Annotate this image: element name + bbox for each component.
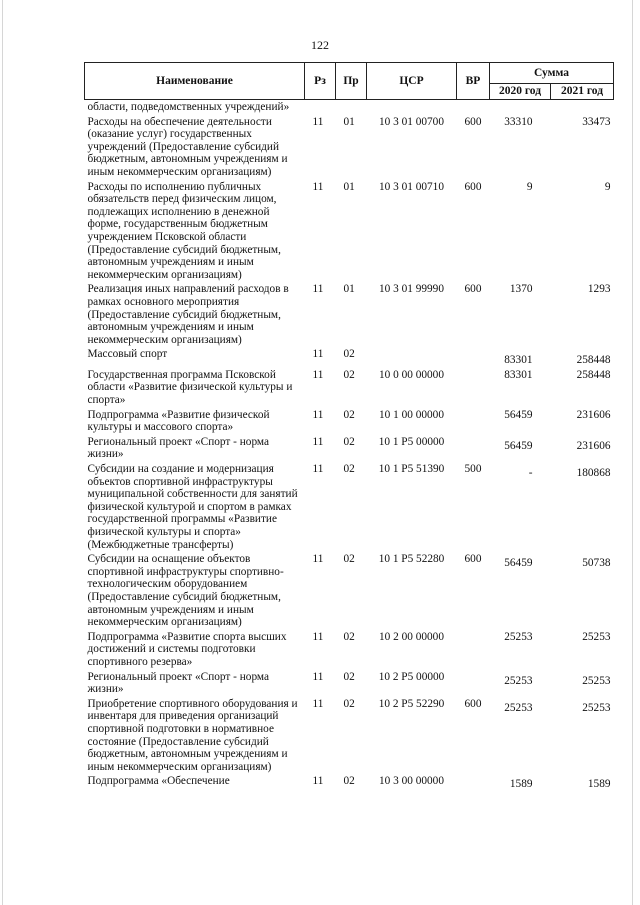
- row-sum-2021: 231606: [576, 408, 611, 421]
- row-rz: 11: [312, 630, 324, 643]
- row-rz: 11: [312, 115, 324, 128]
- row-sum-2021: 180868: [576, 467, 611, 480]
- row-pr: 02: [343, 368, 355, 381]
- row-sum-2020: 83301: [504, 368, 533, 381]
- row-csr: 10 3 01 99990: [379, 283, 444, 296]
- row-vr: [457, 408, 490, 435]
- row-rz: 11: [312, 697, 324, 710]
- table-row: [85, 670, 614, 697]
- row-csr: 10 2 P5 52290: [378, 697, 445, 710]
- row-sum-2020: 56459: [504, 408, 533, 421]
- row-sum-2021: 1589: [587, 778, 611, 791]
- page-edge-right: [632, 0, 633, 905]
- row-csr: [367, 100, 457, 115]
- row-sum-2021: 9: [604, 180, 611, 193]
- table-row: [85, 282, 614, 347]
- row-pr: 02: [343, 697, 355, 710]
- row-pr: 02: [343, 670, 355, 683]
- row-vr: [457, 347, 490, 368]
- row-vr: [457, 630, 490, 670]
- row-sum-2021: 50738: [582, 557, 611, 570]
- row-rz: [305, 100, 336, 115]
- row-name: Массовый спорт: [87, 348, 168, 361]
- row-csr: 10 2 00 00000: [379, 630, 444, 643]
- row-rz: 11: [312, 670, 324, 683]
- row-sum-2020: 9: [526, 180, 533, 193]
- row-sum-2021: [551, 100, 614, 115]
- header-csr: ЦСР: [367, 63, 457, 100]
- row-name: Реализация иных направлений расходов в рамках основного мероприятия (Предоставление субсидий бюджетным, автономным учреждениям и иным некоммерческим организациям): [87, 283, 289, 346]
- row-vr: [457, 100, 490, 115]
- row-vr: 600: [464, 115, 482, 128]
- row-name: Государственная программа Псковской области «Развитие физической культуры и спорта»: [87, 368, 293, 407]
- header-name: Наименование: [85, 63, 305, 100]
- row-name: области, подведомственных учреждений»: [87, 101, 290, 113]
- row-pr: 02: [343, 553, 355, 566]
- table-row: [85, 115, 614, 180]
- page-edge-left: [2, 0, 3, 905]
- row-vr: [457, 435, 490, 462]
- row-csr: 10 0 00 00000: [379, 368, 444, 381]
- row-sum-2020: [490, 100, 551, 115]
- row-pr: 02: [343, 775, 355, 788]
- row-rz: 11: [312, 283, 324, 296]
- row-sum-2020: 1370: [509, 283, 533, 296]
- row-vr: [457, 774, 490, 792]
- row-sum-2020: -: [528, 467, 533, 480]
- table-row: [85, 368, 614, 408]
- row-name: Подпрограмма «Обеспечение: [87, 775, 230, 788]
- row-rz: 11: [312, 180, 324, 193]
- table-row: [85, 435, 614, 462]
- row-pr: 01: [343, 283, 355, 296]
- row-rz: 11: [312, 435, 324, 448]
- row-pr: 02: [343, 408, 355, 421]
- row-sum-2020: 33310: [504, 115, 533, 128]
- table-row: [85, 408, 614, 435]
- row-sum-2020: 83301: [504, 354, 533, 367]
- row-name: Расходы на обеспечение деятельности (оказание услуг) государственных учреждений (Предоставление субсидий бюджетным, автономным учреждениям и иным некоммерческим организациям): [87, 115, 288, 178]
- row-sum-2021: 258448: [576, 368, 611, 381]
- row-rz: 11: [312, 463, 324, 476]
- row-sum-2020: 1589: [509, 778, 533, 791]
- row-pr: 01: [343, 180, 355, 193]
- row-sum-2021: 25253: [582, 630, 611, 643]
- row-sum-2020: 25253: [504, 701, 533, 714]
- table-row: [85, 347, 614, 368]
- row-pr: 02: [343, 463, 355, 476]
- header-vr: ВР: [457, 63, 490, 100]
- row-name: Субсидии на создание и модернизация объектов спортивной инфраструктуры муниципальной собственности для занятий физической культурой и спортом в рамках государственной программы «Развитие физической культуры и спорта» (Межбюджетные трансферты): [87, 463, 298, 551]
- table-row: [85, 697, 614, 775]
- row-name: Региональный проект «Спорт - норма жизни»: [87, 435, 270, 461]
- row-vr: 600: [464, 283, 482, 296]
- row-rz: 11: [312, 775, 324, 788]
- row-csr: 10 1 P5 00000: [378, 435, 445, 448]
- header-year-2021: 2021 год: [551, 84, 614, 100]
- row-csr: 10 1 P5 51390: [378, 463, 445, 476]
- row-sum-2021: 25253: [582, 674, 611, 687]
- table-row: [85, 774, 614, 792]
- table-row: [85, 630, 614, 670]
- row-csr: 10 3 00 00000: [379, 775, 444, 788]
- row-name: Приобретение спортивного оборудования и инвентаря для приведения организаций спортивной подготовки в нормативное состояние (Предоставление субсидий бюджетным, автономным учреждениям и иным некоммерческим организациям): [87, 697, 298, 773]
- row-csr: [367, 347, 457, 368]
- page-number: 122: [311, 38, 329, 52]
- row-name: Подпрограмма «Развитие спорта высших достижений и системы подготовки спортивного резерва»: [87, 630, 287, 668]
- row-sum-2021: 33473: [582, 115, 611, 128]
- row-sum-2021: 1293: [587, 283, 611, 296]
- row-rz: 11: [312, 408, 324, 421]
- row-pr: 02: [343, 348, 355, 361]
- row-sum-2021: 258448: [576, 354, 611, 367]
- row-pr: [336, 100, 367, 115]
- row-sum-2020: 56459: [504, 557, 533, 570]
- table-body: [85, 100, 614, 792]
- budget-table: [84, 62, 614, 792]
- row-csr: 10 3 01 00700: [379, 115, 444, 128]
- row-sum-2020: 56459: [504, 439, 533, 452]
- table-row: [85, 552, 614, 630]
- table-header: [85, 63, 614, 100]
- row-sum-2020: 25253: [504, 674, 533, 687]
- header-year-2020: 2020 год: [490, 84, 551, 100]
- row-pr: 01: [343, 115, 355, 128]
- table-row: [85, 100, 614, 115]
- row-sum-2020: 25253: [504, 630, 533, 643]
- row-name: Подпрограмма «Развитие физической культуры и массового спорта»: [87, 408, 270, 434]
- row-pr: 02: [343, 435, 355, 448]
- row-csr: 10 1 P5 52280: [378, 553, 445, 566]
- row-vr: [457, 368, 490, 408]
- row-rz: 11: [312, 348, 324, 361]
- row-vr: 600: [464, 180, 482, 193]
- header-pr: Пр: [336, 63, 367, 100]
- row-rz: 11: [312, 553, 324, 566]
- row-name: Субсидии на оснащение объектов спортивной инфраструктуры спортивно-технологическим оборудованием (Предоставление субсидий бюджетным, автономным учреждениям и иным некоммерческим организациям): [87, 553, 284, 629]
- row-sum-2021: 231606: [576, 439, 611, 452]
- row-csr: 10 3 01 00710: [379, 180, 444, 193]
- header-rz: Рз: [305, 63, 336, 100]
- header-sum: Сумма: [490, 63, 614, 84]
- row-csr: 10 1 00 00000: [379, 408, 444, 421]
- row-vr: 600: [464, 553, 482, 566]
- row-csr: 10 2 P5 00000: [378, 670, 445, 683]
- row-sum-2021: 25253: [582, 701, 611, 714]
- row-vr: 600: [464, 697, 482, 710]
- table-row: [85, 462, 614, 552]
- row-rz: 11: [312, 368, 324, 381]
- row-pr: 02: [343, 630, 355, 643]
- row-vr: 500: [464, 463, 482, 476]
- row-name: Расходы по исполнению публичных обязательств перед физическим лицом, подлежащих исполнению в денежной форме, государственным бюджетным учреждением Псковской области (Предоставление субсидий бюджетным, автономным учреждениям и иным некоммерческим организациям): [87, 180, 281, 281]
- row-name: Региональный проект «Спорт - норма жизни»: [87, 670, 270, 696]
- row-vr: [457, 670, 490, 697]
- table-row: [85, 180, 614, 283]
